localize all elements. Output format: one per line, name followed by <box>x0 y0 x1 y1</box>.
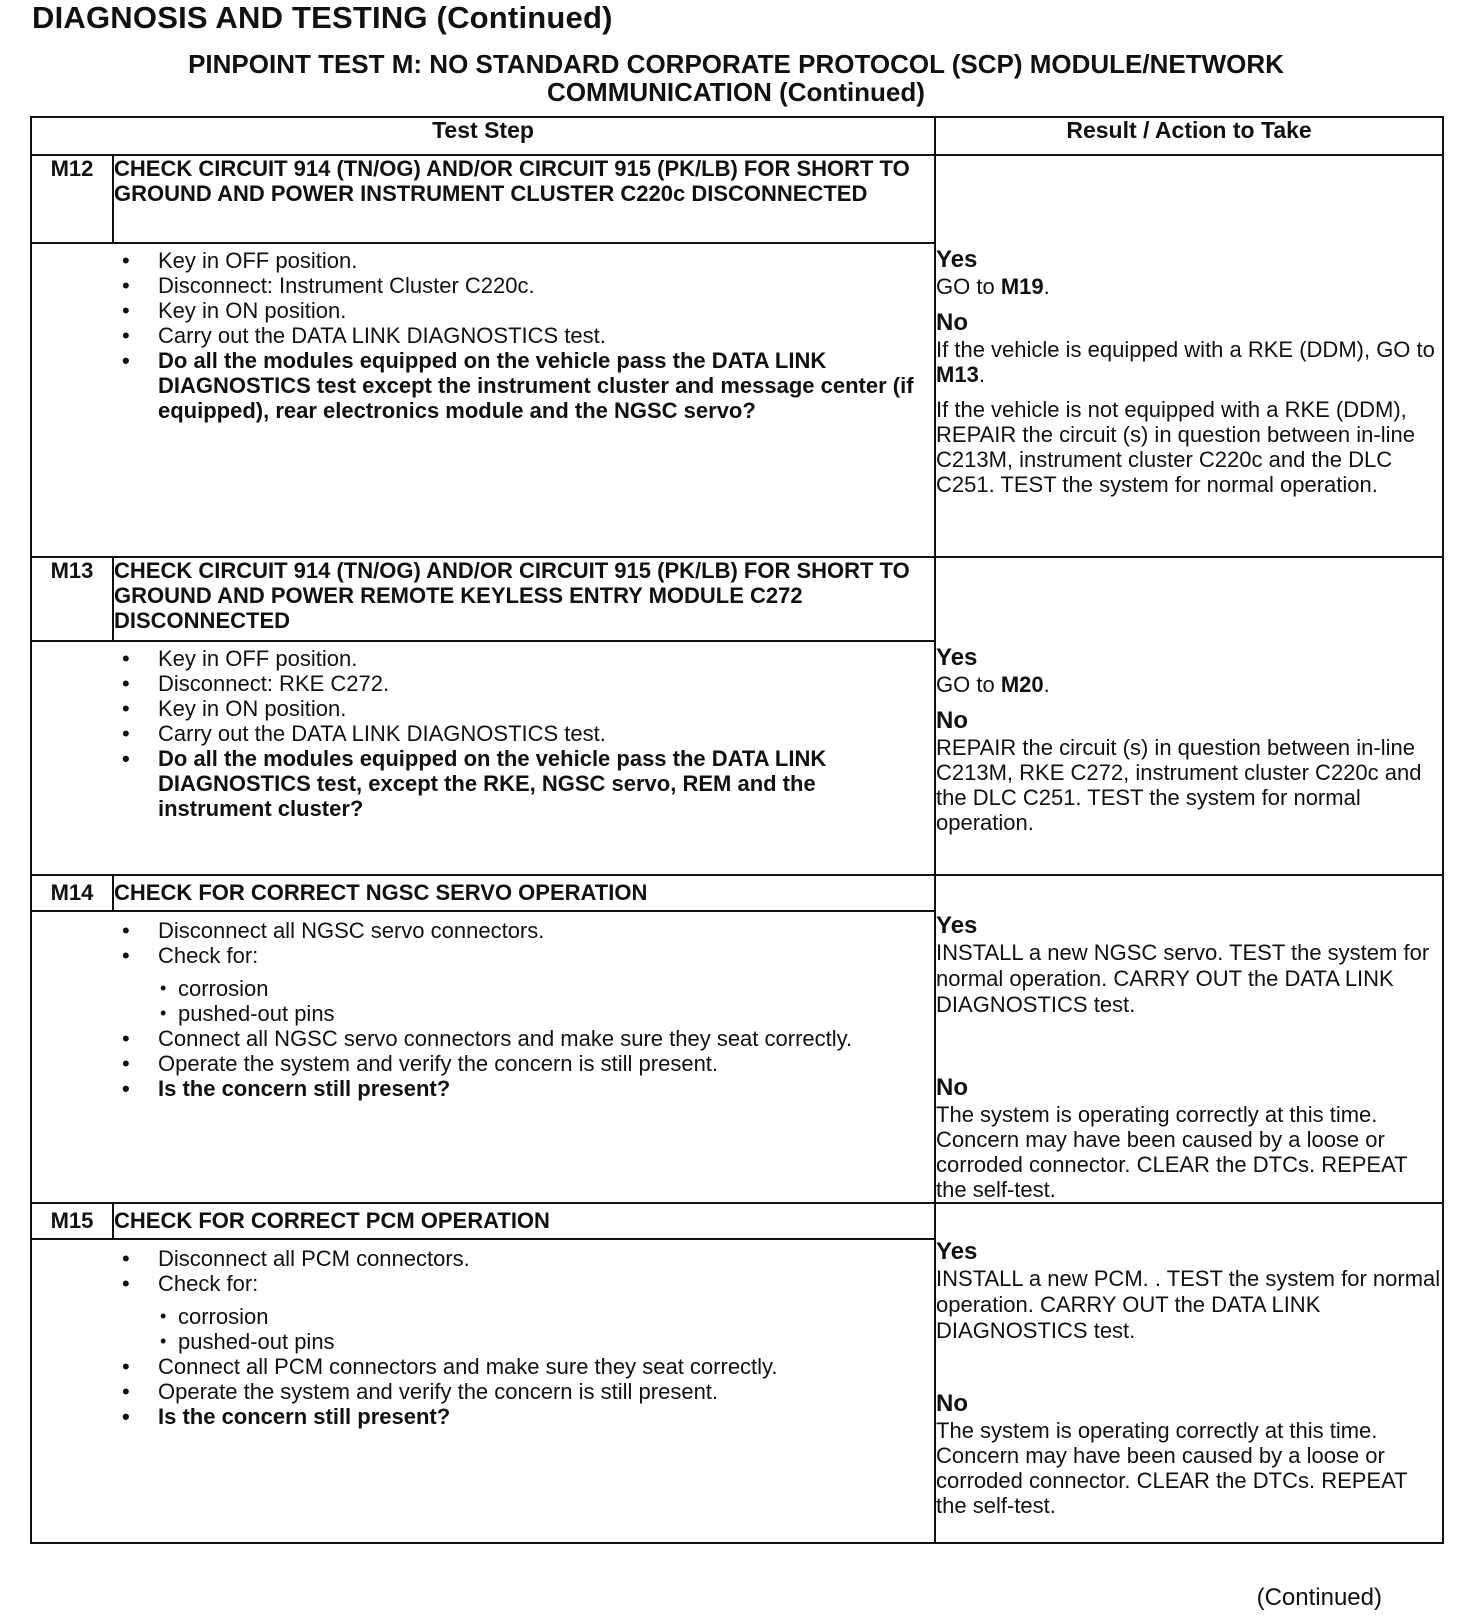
step-title: CHECK CIRCUIT 914 (TN/OG) AND/OR CIRCUIT 915 (PK/LB) FOR SHORT TO GROUND AND POWER INSTRUMENT CLUSTER C220c DISCONNECTED <box>113 155 935 243</box>
step-question: • Is the concern still present? <box>118 1404 934 1429</box>
step-id: M14 <box>31 875 113 911</box>
yes-action: INSTALL a new NGSC servo. TEST the system for normal operation. CARRY OUT the DATA LINK DIAGNOSTICS test. <box>936 940 1430 1017</box>
step-body <box>31 243 935 557</box>
list-item: • Connect all NGSC servo connectors and make sure they seat correctly. <box>118 1026 934 1051</box>
yes-label: Yes <box>936 246 978 273</box>
yes-label: Yes <box>936 1238 978 1265</box>
no-action: The system is operating correctly at this time. Concern may have been caused by a loose or corroded connector. CLEAR the DTCs. REPEAT the self-test. <box>936 1102 1408 1202</box>
no-label: No <box>936 707 969 734</box>
step-id: M13 <box>31 557 113 641</box>
yes-action: GO to M19. <box>936 274 1050 299</box>
list-item: • Check for: • corrosion • pushed-out pins <box>118 943 934 1026</box>
step-title-row <box>31 155 1443 243</box>
step-result <box>935 155 1443 557</box>
list-item: • Key in OFF position. <box>118 646 934 671</box>
list-item: • Operate the system and verify the concern is still present. <box>118 1379 934 1404</box>
action-list <box>118 248 934 423</box>
list-item: • Disconnect: RKE C272. <box>118 671 934 696</box>
step-title: CHECK FOR CORRECT NGSC SERVO OPERATION <box>113 875 935 911</box>
step-reference: M13 <box>936 362 979 387</box>
list-item: • Carry out the DATA LINK DIAGNOSTICS test. <box>118 323 934 348</box>
list-item: • Operate the system and verify the concern is still present. <box>118 1051 934 1076</box>
check-list <box>158 976 934 1026</box>
list-item: • corrosion <box>158 976 934 1001</box>
step-title: CHECK CIRCUIT 914 (TN/OG) AND/OR CIRCUIT 915 (PK/LB) FOR SHORT TO GROUND AND POWER REMOTE KEYLESS ENTRY MODULE C272 DISCONNECTED <box>113 557 935 641</box>
yes-label: Yes <box>936 644 978 671</box>
step-body <box>31 641 935 875</box>
step-result <box>935 557 1443 875</box>
no-action: REPAIR the circuit (s) in question between in-line C213M, RKE C272, instrument cluster C220c and the DLC C251. TEST the system for normal operation. <box>936 735 1422 835</box>
action-list <box>118 1246 934 1429</box>
step-body <box>31 911 935 1203</box>
step-title: CHECK FOR CORRECT PCM OPERATION <box>113 1203 935 1239</box>
step-result <box>935 1203 1443 1543</box>
step-result <box>935 875 1443 1203</box>
no-label: No <box>936 309 969 336</box>
list-item: • Disconnect all NGSC servo connectors. <box>118 918 934 943</box>
list-item: • Disconnect all PCM connectors. <box>118 1246 934 1271</box>
step-body <box>31 1239 935 1543</box>
list-item: • Carry out the DATA LINK DIAGNOSTICS test. <box>118 721 934 746</box>
step-title-row <box>31 875 1443 911</box>
step-question: • Do all the modules equipped on the vehicle pass the DATA LINK DIAGNOSTICS test, except the RKE, NGSC servo, REM and the instrument cluster? <box>118 746 934 821</box>
header-test-step: Test Step <box>31 117 935 155</box>
yes-action: INSTALL a new PCM. . TEST the system for normal operation. CARRY OUT the DATA LINK DIAGNOSTICS test. <box>936 1266 1441 1343</box>
no-action: The system is operating correctly at this time. Concern may have been caused by a loose or corroded connector. CLEAR the DTCs. REPEAT the self-test. <box>936 1418 1408 1518</box>
yes-label: Yes <box>936 912 978 939</box>
no-label: No <box>936 1074 969 1101</box>
yes-action: GO to M20. <box>936 672 1050 697</box>
check-list <box>158 1304 934 1354</box>
list-item: • corrosion <box>158 1304 934 1329</box>
table-header-row <box>31 117 1443 155</box>
step-title-row <box>31 557 1443 641</box>
no-label: No <box>936 1390 969 1417</box>
step-question: • Do all the modules equipped on the vehicle pass the DATA LINK DIAGNOSTICS test except the instrument cluster and message center (if equipped), rear electronics module and the NGSC servo? <box>118 348 934 423</box>
list-item: • Connect all PCM connectors and make sure they seat correctly. <box>118 1354 934 1379</box>
list-item: • Check for: • corrosion • pushed-out pins <box>118 1271 934 1354</box>
step-reference: M20 <box>1000 672 1044 697</box>
pinpoint-test-table <box>30 116 1444 1544</box>
continued-footer: (Continued) <box>1256 1584 1382 1611</box>
list-item: • Key in ON position. <box>118 298 934 323</box>
list-item: • Disconnect: Instrument Cluster C220c. <box>118 273 934 298</box>
list-item: • Key in ON position. <box>118 696 934 721</box>
step-reference: M19 <box>1000 274 1044 299</box>
page-title: DIAGNOSIS AND TESTING (Continued) <box>32 0 613 35</box>
action-list <box>118 918 934 1101</box>
list-item: • pushed-out pins <box>158 1329 934 1354</box>
list-item: • pushed-out pins <box>158 1001 934 1026</box>
no-action-alternate: If the vehicle is not equipped with a RKE (DDM), REPAIR the circuit (s) in question between in-line C213M, instrument cluster C220c and the DLC C251. TEST the system for normal operation. <box>936 397 1415 497</box>
list-item: • Key in OFF position. <box>118 248 934 273</box>
action-list <box>118 646 934 821</box>
header-result-action: Result / Action to Take <box>935 117 1443 155</box>
step-id: M12 <box>31 155 113 243</box>
test-title-line-2: COMMUNICATION (Continued) <box>547 77 925 107</box>
step-title-row <box>31 1203 1443 1239</box>
step-id: M15 <box>31 1203 113 1239</box>
test-title-line-1: PINPOINT TEST M: NO STANDARD CORPORATE PROTOCOL (SCP) MODULE/NETWORK <box>188 49 1284 79</box>
pinpoint-test-title <box>100 50 1372 106</box>
no-action: If the vehicle is equipped with a RKE (DDM), GO to M13. <box>936 337 1435 387</box>
step-question: • Is the concern still present? <box>118 1076 934 1101</box>
